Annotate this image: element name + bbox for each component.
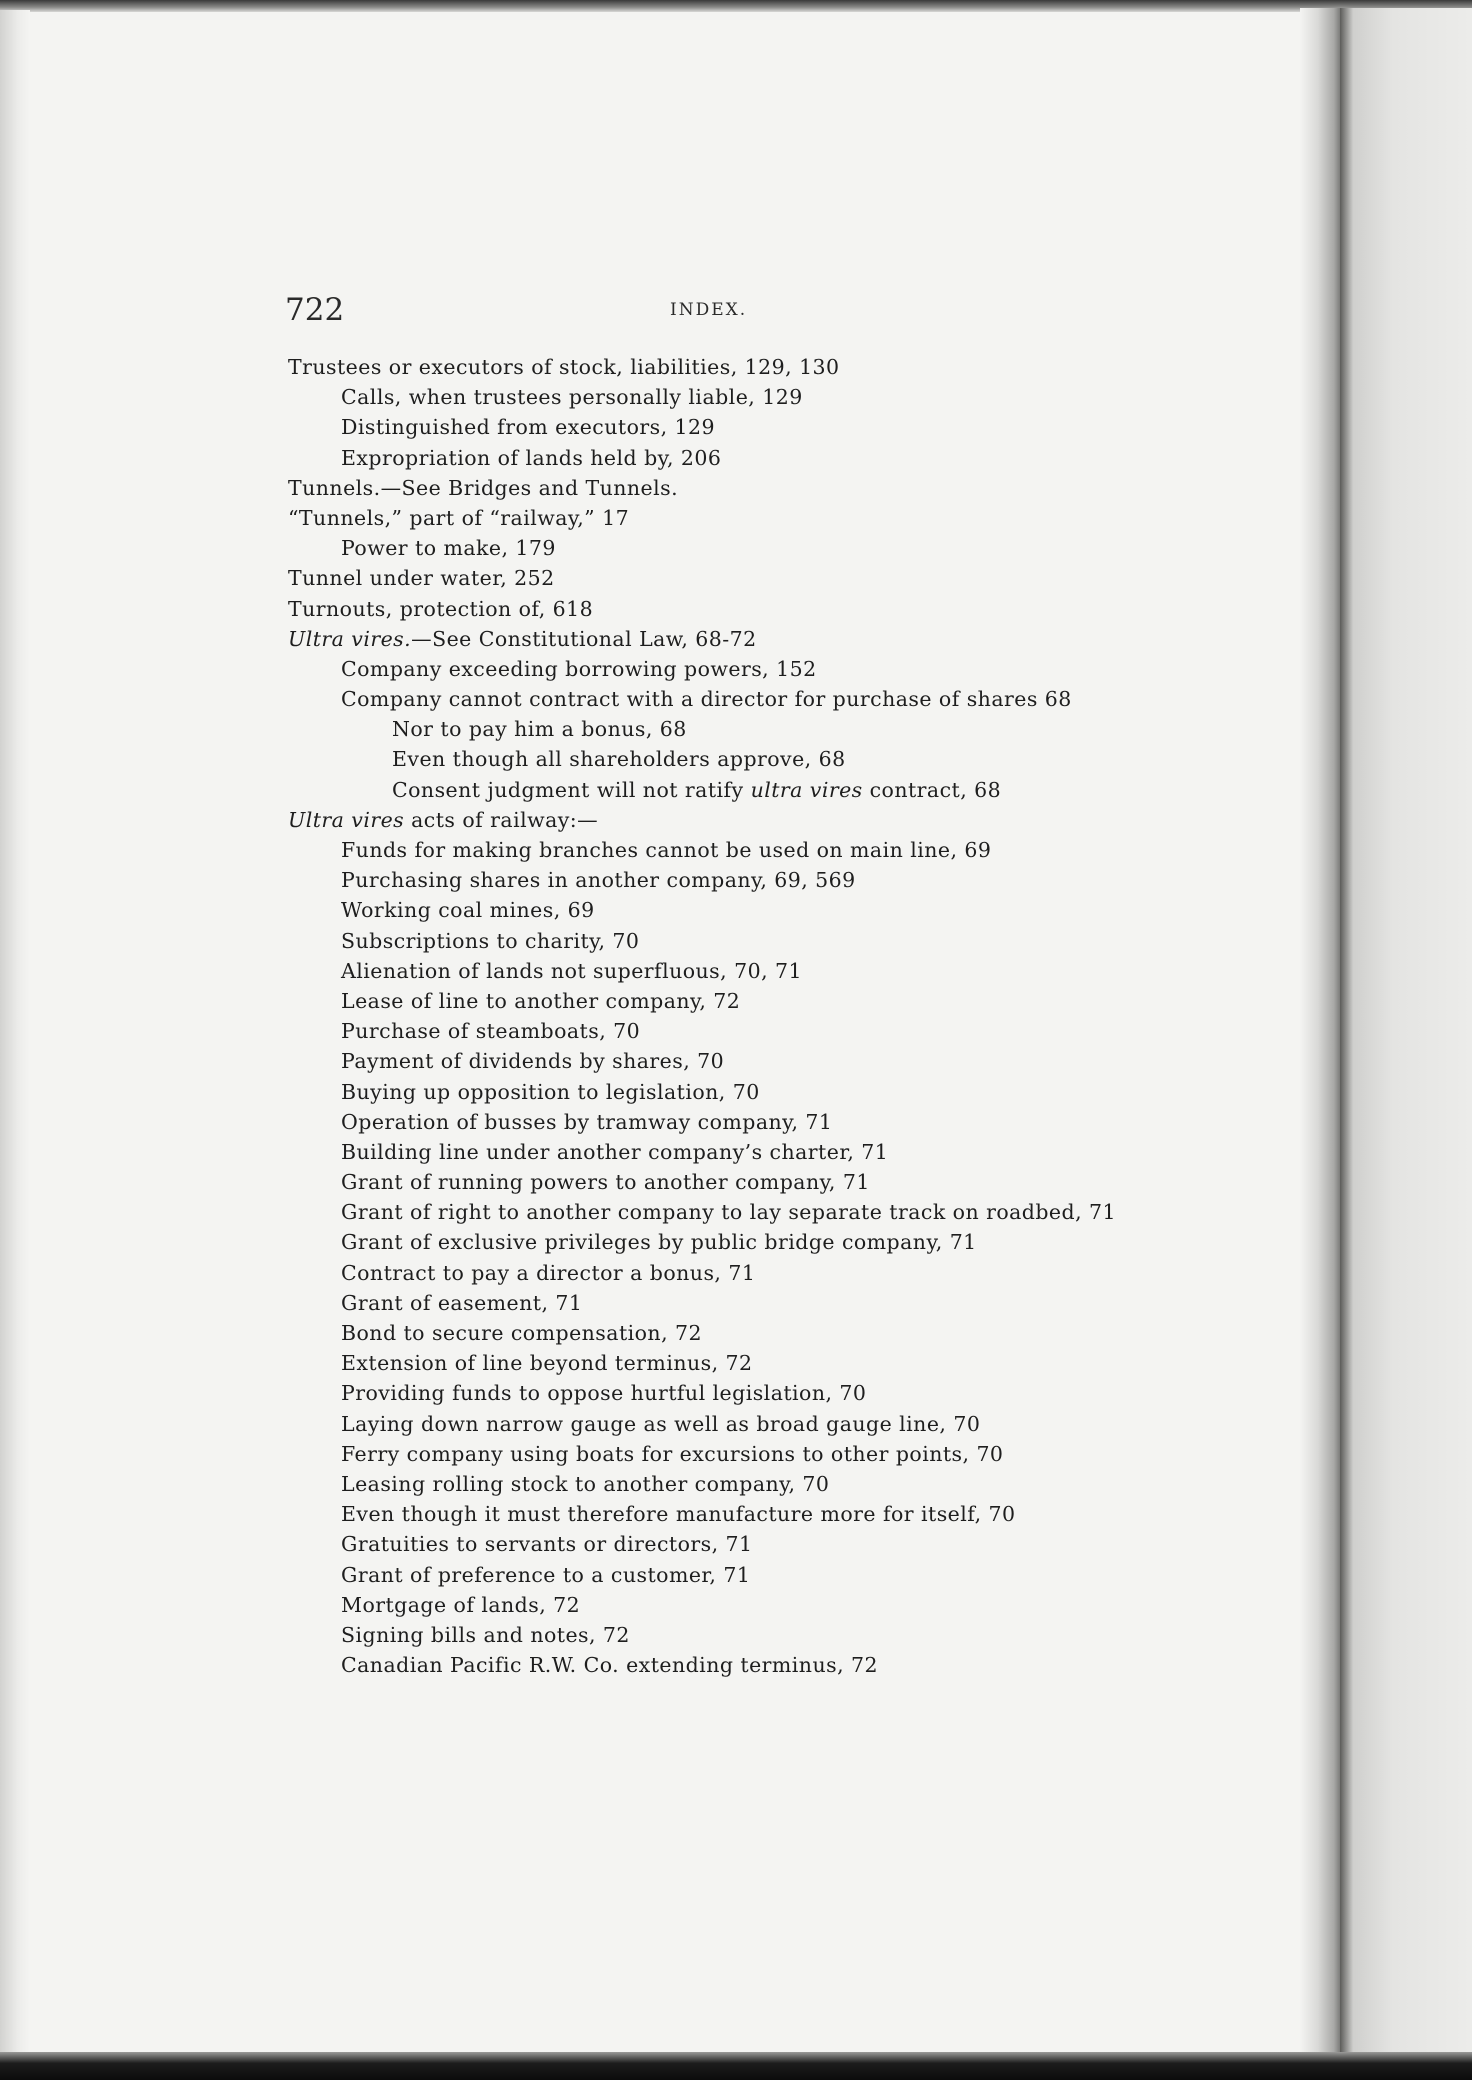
entry-text: acts of railway:— (404, 807, 599, 832)
index-subentry (288, 1590, 1288, 1620)
entry-text: Laying down narrow gauge as well as broad gauge line, 70 (341, 1411, 981, 1436)
index-entry (288, 805, 1288, 835)
index-subentry (288, 1650, 1288, 1680)
index-subentry (288, 775, 1288, 805)
entry-text: Distinguished from executors, 129 (341, 415, 715, 440)
index-subentry (288, 895, 1288, 925)
entry-text: Purchasing shares in another company, 69, 569 (341, 868, 856, 893)
entry-text: Payment of dividends by shares, 70 (341, 1049, 725, 1074)
index-subentry (288, 835, 1288, 865)
entry-text: Alienation of lands not superfluous, 70, 71 (341, 958, 802, 983)
index-subentry (288, 1258, 1288, 1288)
index-subentry (288, 533, 1288, 563)
index-subentry (288, 1288, 1288, 1318)
entry-text: Providing funds to oppose hurtful legislation, 70 (341, 1381, 867, 1406)
scan-bottom-edge (0, 2052, 1472, 2080)
scan-top-edge (0, 0, 1472, 12)
entry-text: Contract to pay a director a bonus, 71 (341, 1260, 756, 1285)
entry-text: “Tunnels,” part of “railway,” 17 (288, 505, 630, 530)
index-entry (288, 352, 1288, 382)
index-subentry (288, 1167, 1288, 1197)
entry-text: Leasing rolling stock to another company, 70 (341, 1471, 830, 1496)
entry-text: Turnouts, protection of, 618 (288, 596, 594, 621)
index-subentry (288, 654, 1288, 684)
entry-text: Signing bills and notes, 72 (341, 1622, 630, 1647)
index-subentry (288, 412, 1288, 442)
entry-text: Calls, when trustees personally liable, 129 (341, 385, 803, 410)
page-gutter-shadow (1300, 8, 1340, 2056)
entry-text: Funds for making branches cannot be used on main line, 69 (341, 838, 992, 862)
entry-text: Extension of line beyond terminus, 72 (341, 1351, 753, 1376)
entry-text: contract, 68 (862, 777, 1002, 802)
entry-text: Even though it must therefore manufacture more for itself, 70 (341, 1502, 1016, 1527)
running-head: INDEX. (670, 300, 748, 320)
index-subentry (288, 1016, 1288, 1046)
index-subentry (288, 744, 1288, 774)
index-entry (288, 624, 1288, 654)
index-subentry (288, 926, 1288, 956)
index-subentry (288, 956, 1288, 986)
index-subentry (288, 1620, 1288, 1650)
entry-italic-text: ultra vires (750, 777, 863, 802)
entry-text: Company exceeding borrowing powers, 152 (341, 656, 817, 681)
entry-text: Even though all shareholders approve, 68 (392, 747, 846, 772)
page-number: 722 (285, 292, 345, 328)
index-subentry (288, 1318, 1288, 1348)
index-subentry (288, 1348, 1288, 1378)
index-subentry (288, 1469, 1288, 1499)
index-entry (288, 473, 1288, 503)
index-subentry (288, 1560, 1288, 1590)
index-subentry (288, 382, 1288, 412)
entry-text: Expropriation of lands held by, 206 (341, 445, 722, 470)
entry-text: Grant of easement, 71 (341, 1290, 583, 1315)
entry-text: —See Constitutional Law, 68-72 (411, 626, 757, 651)
entry-text: Grant of right to another company to lay separate track on roadbed, 71 (341, 1200, 1116, 1225)
index-subentry (288, 1227, 1288, 1257)
entry-text: Canadian Pacific R.W. Co. extending terminus, 72 (341, 1653, 878, 1678)
entry-text: Lease of line to another company, 72 (341, 988, 741, 1013)
index-entry-list (288, 352, 1288, 1680)
entry-text: Subscriptions to charity, 70 (341, 928, 640, 953)
index-subentry (288, 1499, 1288, 1529)
entry-text: Working coal mines, 69 (341, 898, 595, 923)
index-entry (288, 563, 1288, 593)
index-subentry (288, 1529, 1288, 1559)
index-subentry (288, 1077, 1288, 1107)
entry-text: Buying up opposition to legislation, 70 (341, 1079, 760, 1104)
entry-text: Mortgage of lands, 72 (341, 1592, 581, 1617)
index-subentry (288, 1046, 1288, 1076)
entry-text: Company cannot contract with a director for purchase of shares 68 (341, 687, 1072, 712)
index-subentry (288, 1439, 1288, 1469)
entry-italic-text: Ultra vires. (288, 626, 412, 651)
entry-text: Power to make, 179 (341, 536, 556, 561)
entry-text: Trustees or executors of stock, liabilities, 129, 130 (288, 355, 840, 379)
index-entry (288, 503, 1288, 533)
entry-text: Bond to secure compensation, 72 (341, 1321, 702, 1345)
scan-left-edge (0, 10, 30, 2055)
index-subentry (288, 1107, 1288, 1137)
index-subentry (288, 986, 1288, 1016)
entry-text: Grant of running powers to another company, 71 (341, 1170, 870, 1195)
page-header (285, 292, 1185, 332)
entry-italic-text: Ultra vires (288, 807, 405, 832)
index-subentry (288, 714, 1288, 744)
index-subentry (288, 1409, 1288, 1439)
entry-text: Grant of preference to a customer, 71 (341, 1562, 751, 1587)
index-entry (288, 594, 1288, 624)
entry-text: Grant of exclusive privileges by public bridge company, 71 (341, 1230, 977, 1255)
entry-text: Ferry company using boats for excursions to other points, 70 (341, 1441, 1004, 1466)
entry-text: Purchase of steamboats, 70 (341, 1019, 641, 1044)
entry-text: Operation of busses by tramway company, 71 (341, 1109, 833, 1134)
entry-text: Nor to pay him a bonus, 68 (392, 717, 687, 742)
index-subentry (288, 1137, 1288, 1167)
adjacent-page-edge (1340, 8, 1472, 2056)
entry-text: Gratuities to servants or directors, 71 (341, 1532, 753, 1557)
index-subentry (288, 1378, 1288, 1408)
entry-text: Tunnels.—See Bridges and Tunnels. (288, 475, 679, 500)
entry-text: Building line under another company’s charter, 71 (341, 1139, 889, 1164)
index-subentry (288, 1197, 1288, 1227)
index-subentry (288, 684, 1288, 714)
index-subentry (288, 865, 1288, 895)
entry-text: Consent judgment will not ratify (392, 777, 751, 802)
index-subentry (288, 443, 1288, 473)
entry-text: Tunnel under water, 252 (288, 566, 555, 591)
